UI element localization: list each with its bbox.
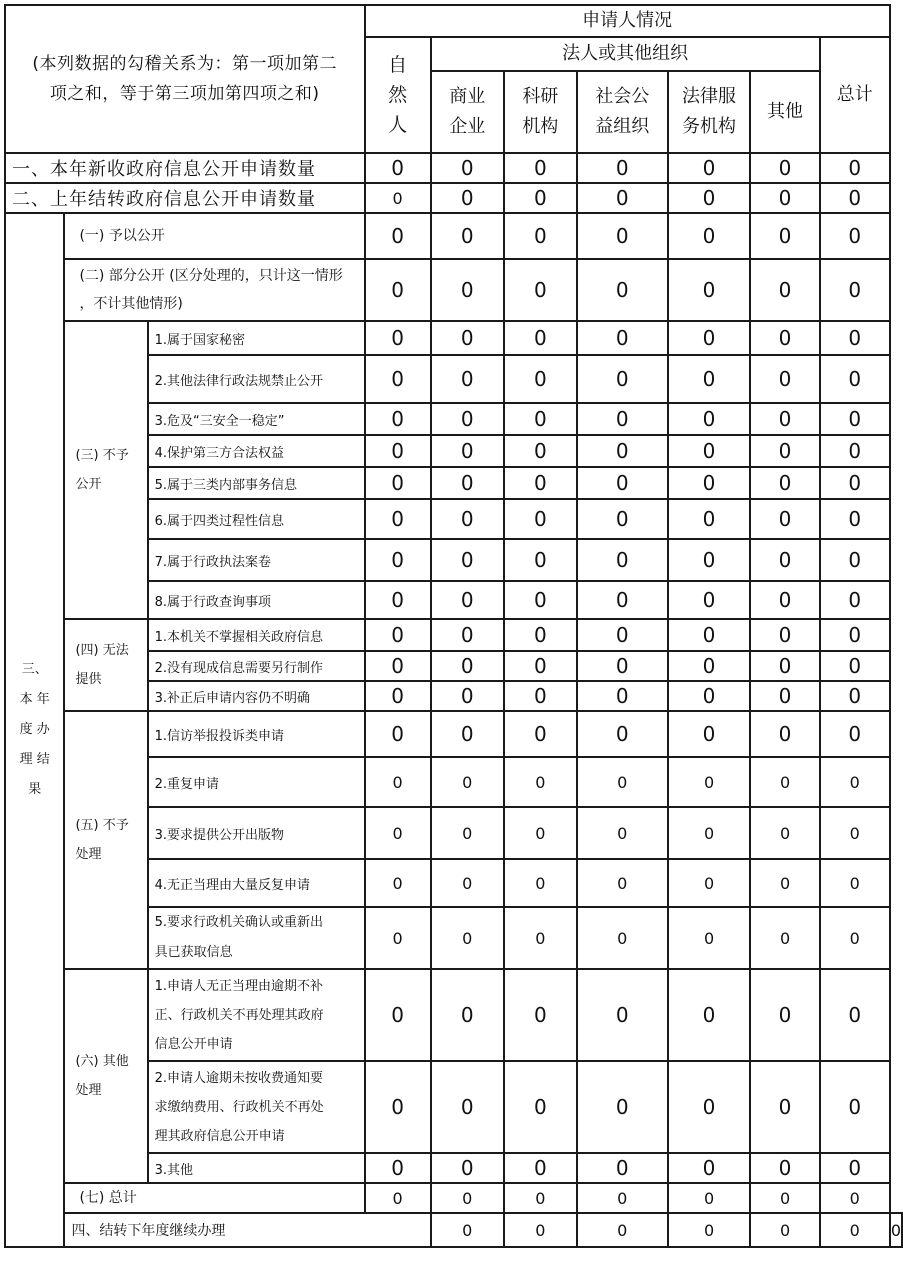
research-l1: 科研 <box>522 86 559 107</box>
row-label <box>148 1061 365 1153</box>
value-cell: 0 <box>577 651 668 681</box>
value-cell: 0 <box>365 859 431 907</box>
value-cell: 0 <box>365 183 431 213</box>
value-cell: 0 <box>365 711 431 757</box>
row-carry-forward <box>5 1213 902 1247</box>
value-cell: 0 <box>431 213 504 259</box>
total-header: 总计 <box>820 37 890 153</box>
row-label <box>64 259 364 321</box>
value-cell: 0 <box>577 1153 668 1183</box>
value-cell: 0 <box>668 907 751 969</box>
value-cell: 0 <box>820 183 890 213</box>
row-label: 一、本年新收政府信息公开申请数量 <box>5 153 365 183</box>
value-cell: 0 <box>750 499 819 539</box>
value-cell: 0 <box>577 1213 668 1247</box>
value-cell: 0 <box>577 1183 668 1213</box>
section3-line: 果 <box>28 782 42 797</box>
value-cell: 0 <box>750 355 819 403</box>
value-cell: 0 <box>431 807 504 859</box>
value-cell: 0 <box>431 859 504 907</box>
value-cell: 0 <box>668 153 751 183</box>
value-cell: 0 <box>504 183 577 213</box>
research-l2: 机构 <box>522 116 559 137</box>
row-label: (七) 总计 <box>64 1183 364 1213</box>
value-cell: 0 <box>431 355 504 403</box>
value-cell: 0 <box>577 183 668 213</box>
value-cell: 0 <box>668 757 751 807</box>
applicant-situation-header: 申请人情况 <box>365 5 890 37</box>
value-cell: 0 <box>365 619 431 651</box>
value-cell: 0 <box>504 467 577 499</box>
header-row-1 <box>5 5 902 37</box>
value-cell: 0 <box>820 681 890 711</box>
value-cell: 0 <box>365 907 431 969</box>
value-cell: 0 <box>504 681 577 711</box>
value-cell: 0 <box>365 403 431 435</box>
group-label-line: (五) 不予 <box>75 818 129 833</box>
other-header: 其他 <box>750 71 819 153</box>
value-cell: 0 <box>504 969 577 1061</box>
value-cell: 0 <box>431 403 504 435</box>
value-cell: 0 <box>750 467 819 499</box>
value-cell: 0 <box>577 539 668 581</box>
legal-org-header: 法人或其他组织 <box>431 37 820 71</box>
value-cell: 0 <box>577 213 668 259</box>
value-cell: 0 <box>668 581 751 619</box>
value-cell: 0 <box>365 321 431 355</box>
value-cell: 0 <box>668 259 751 321</box>
value-cell: 0 <box>750 651 819 681</box>
value-cell: 0 <box>431 153 504 183</box>
row-label: 2.没有现成信息需要另行制作 <box>148 651 365 681</box>
value-cell: 0 <box>750 907 819 969</box>
value-cell: 0 <box>668 619 751 651</box>
value-cell: 0 <box>668 355 751 403</box>
value-cell: 0 <box>750 757 819 807</box>
value-cell: 0 <box>365 1153 431 1183</box>
value-cell: 0 <box>504 711 577 757</box>
commercial-header <box>431 71 504 153</box>
value-cell: 0 <box>431 321 504 355</box>
value-cell: 0 <box>577 321 668 355</box>
value-cell: 0 <box>504 539 577 581</box>
value-cell: 0 <box>820 581 890 619</box>
value-cell: 0 <box>668 435 751 467</box>
value-cell: 0 <box>504 619 577 651</box>
value-cell: 0 <box>365 757 431 807</box>
value-cell: 0 <box>577 807 668 859</box>
value-cell: 0 <box>365 499 431 539</box>
label-line: (二) 部分公开 (区分处理的，只计这一情形 <box>79 268 343 284</box>
value-cell: 0 <box>668 1061 751 1153</box>
value-cell: 0 <box>577 859 668 907</box>
value-cell: 0 <box>820 651 890 681</box>
value-cell: 0 <box>365 1061 431 1153</box>
value-cell: 0 <box>504 153 577 183</box>
value-cell: 0 <box>431 651 504 681</box>
value-cell: 0 <box>504 321 577 355</box>
label-line: 2.申请人逾期未按收费通知要 <box>154 1070 323 1086</box>
value-cell: 0 <box>504 581 577 619</box>
value-cell: 0 <box>577 403 668 435</box>
value-cell: 0 <box>577 907 668 969</box>
row-label: 1.本机关不掌握相关政府信息 <box>148 619 365 651</box>
group-label-line: 处理 <box>75 847 102 862</box>
value-cell: 0 <box>668 859 751 907</box>
value-cell: 0 <box>577 969 668 1061</box>
value-cell: 0 <box>504 807 577 859</box>
value-cell: 0 <box>668 651 751 681</box>
value-cell: 0 <box>365 1183 431 1213</box>
row-label: 3.危及“三安全一稳定” <box>148 403 365 435</box>
section3-line: 三、 <box>21 662 48 677</box>
value-cell: 0 <box>431 1061 504 1153</box>
value-cell: 0 <box>431 259 504 321</box>
value-cell: 0 <box>820 1061 890 1153</box>
value-cell: 0 <box>577 499 668 539</box>
row-label: 二、上年结转政府信息公开申请数量 <box>5 183 365 213</box>
value-cell: 0 <box>890 1213 902 1247</box>
label-line: 求缴纳费用、行政机关不再处 <box>154 1099 324 1115</box>
value-cell: 0 <box>750 969 819 1061</box>
value-cell: 0 <box>820 907 890 969</box>
value-cell: 0 <box>750 859 819 907</box>
value-cell: 0 <box>820 757 890 807</box>
value-cell: 0 <box>577 259 668 321</box>
value-cell: 0 <box>504 1213 577 1247</box>
value-cell: 0 <box>504 1153 577 1183</box>
row-carried-over <box>5 183 902 213</box>
natural-person-header <box>365 37 431 153</box>
value-cell: 0 <box>820 807 890 859</box>
value-cell: 0 <box>668 321 751 355</box>
row-label <box>148 969 365 1061</box>
note-line-1: (本列数据的勾稽关系为：第一项加第二 <box>32 54 338 74</box>
value-cell: 0 <box>431 435 504 467</box>
value-cell: 0 <box>668 467 751 499</box>
value-cell: 0 <box>365 355 431 403</box>
value-cell: 0 <box>504 435 577 467</box>
row-disclose <box>5 213 902 259</box>
note-line-2: 项之和，等于第三项加第四项之和) <box>49 84 320 104</box>
section3-line: 本 年 <box>19 692 50 707</box>
row-label: 四、结转下年度继续办理 <box>64 1213 430 1247</box>
value-cell: 0 <box>820 539 890 581</box>
not-disclose-group <box>64 321 147 619</box>
label-line: 5.要求行政机关确认或重新出 <box>154 915 323 930</box>
value-cell: 0 <box>577 619 668 651</box>
value-cell: 0 <box>431 757 504 807</box>
value-cell: 0 <box>431 1213 504 1247</box>
row-cannot-provide-1 <box>5 619 902 651</box>
value-cell: 0 <box>577 681 668 711</box>
value-cell: 0 <box>820 1183 890 1213</box>
value-cell: 0 <box>431 1183 504 1213</box>
value-cell: 0 <box>668 969 751 1061</box>
value-cell: 0 <box>577 153 668 183</box>
value-cell: 0 <box>504 1183 577 1213</box>
value-cell: 0 <box>504 213 577 259</box>
row-label: 4.无正当理由大量反复申请 <box>148 859 365 907</box>
commercial-l1: 商业 <box>449 86 486 107</box>
value-cell: 0 <box>504 1061 577 1153</box>
value-cell: 0 <box>431 581 504 619</box>
value-cell: 0 <box>820 467 890 499</box>
value-cell: 0 <box>750 213 819 259</box>
value-cell: 0 <box>504 907 577 969</box>
row-label: 1.属于国家秘密 <box>148 321 365 355</box>
value-cell: 0 <box>365 807 431 859</box>
row-new-applications <box>5 153 902 183</box>
value-cell: 0 <box>668 183 751 213</box>
value-cell: 0 <box>577 757 668 807</box>
value-cell: 0 <box>365 259 431 321</box>
group-label-line: 处理 <box>75 1083 102 1098</box>
label-line: 信息公开申请 <box>154 1036 233 1052</box>
gov-info-disclosure-table <box>4 4 903 1248</box>
row-label: 3.要求提供公开出版物 <box>148 807 365 859</box>
value-cell: 0 <box>504 757 577 807</box>
value-cell: 0 <box>820 859 890 907</box>
value-cell: 0 <box>820 499 890 539</box>
section3-line: 度 办 <box>19 722 50 737</box>
value-cell: 0 <box>750 1153 819 1183</box>
value-cell: 0 <box>668 681 751 711</box>
value-cell: 0 <box>504 651 577 681</box>
value-cell: 0 <box>750 1061 819 1153</box>
value-cell: 0 <box>431 539 504 581</box>
value-cell: 0 <box>577 581 668 619</box>
group-label-line: (三) 不予 <box>75 448 129 463</box>
public-welfare-l1: 社会公 <box>595 86 650 107</box>
value-cell: 0 <box>504 259 577 321</box>
legal-service-header <box>668 71 751 153</box>
value-cell: 0 <box>431 467 504 499</box>
value-cell: 0 <box>820 969 890 1061</box>
value-cell: 0 <box>668 213 751 259</box>
commercial-l2: 企业 <box>449 116 486 137</box>
row-label: 6.属于四类过程性信息 <box>148 499 365 539</box>
natural-person-text: 自然人 <box>388 54 408 136</box>
value-cell: 0 <box>668 711 751 757</box>
value-cell: 0 <box>577 711 668 757</box>
value-cell: 0 <box>431 619 504 651</box>
value-cell: 0 <box>820 711 890 757</box>
value-cell: 0 <box>750 711 819 757</box>
value-cell: 0 <box>365 581 431 619</box>
label-line: ，不计其他情形) <box>79 296 183 312</box>
value-cell: 0 <box>365 153 431 183</box>
value-cell: 0 <box>577 435 668 467</box>
value-cell: 0 <box>365 651 431 681</box>
value-cell: 0 <box>750 681 819 711</box>
value-cell: 0 <box>431 183 504 213</box>
public-welfare-l2: 益组织 <box>595 116 650 137</box>
value-cell: 0 <box>668 807 751 859</box>
value-cell: 0 <box>668 403 751 435</box>
row-not-process-1 <box>5 711 902 757</box>
value-cell: 0 <box>504 859 577 907</box>
section3-line: 理 结 <box>19 752 50 767</box>
value-cell: 0 <box>750 153 819 183</box>
cannot-provide-group <box>64 619 147 711</box>
value-cell: 0 <box>431 1153 504 1183</box>
value-cell: 0 <box>820 321 890 355</box>
value-cell: 0 <box>750 581 819 619</box>
legal-service-l2: 务机构 <box>682 116 737 137</box>
not-process-group <box>64 711 147 969</box>
value-cell: 0 <box>365 969 431 1061</box>
label-line: 1.申请人无正当理由逾期不补 <box>154 978 323 994</box>
value-cell: 0 <box>820 153 890 183</box>
label-line: 具已获取信息 <box>154 945 233 960</box>
value-cell: 0 <box>820 1213 890 1247</box>
row-label: 4.保护第三方合法权益 <box>148 435 365 467</box>
row-total-7 <box>5 1183 902 1213</box>
row-label: (一) 予以公开 <box>64 213 364 259</box>
value-cell: 0 <box>431 499 504 539</box>
value-cell: 0 <box>365 539 431 581</box>
value-cell: 0 <box>820 355 890 403</box>
row-label: 2.其他法律行政法规禁止公开 <box>148 355 365 403</box>
row-label: 7.属于行政执法案卷 <box>148 539 365 581</box>
legal-service-l1: 法律服 <box>682 86 737 107</box>
value-cell: 0 <box>431 711 504 757</box>
value-cell: 0 <box>750 321 819 355</box>
value-cell: 0 <box>504 499 577 539</box>
row-label: 3.补正后申请内容仍不明确 <box>148 681 365 711</box>
value-cell: 0 <box>577 467 668 499</box>
value-cell: 0 <box>668 539 751 581</box>
row-label: 1.信访举报投诉类申请 <box>148 711 365 757</box>
value-cell: 0 <box>750 259 819 321</box>
value-cell: 0 <box>820 1153 890 1183</box>
group-label-line: (六) 其他 <box>75 1054 129 1069</box>
group-label-line: 公开 <box>75 477 102 492</box>
row-other-process-1 <box>5 969 902 1061</box>
value-cell: 0 <box>431 681 504 711</box>
value-cell: 0 <box>668 1153 751 1183</box>
value-cell: 0 <box>750 1183 819 1213</box>
public-welfare-header <box>577 71 668 153</box>
value-cell: 0 <box>504 355 577 403</box>
label-line: 正、行政机关不再处理其政府 <box>154 1007 324 1023</box>
value-cell: 0 <box>750 183 819 213</box>
value-cell: 0 <box>365 213 431 259</box>
research-header <box>504 71 577 153</box>
section3-label <box>5 213 64 1247</box>
value-cell: 0 <box>750 807 819 859</box>
value-cell: 0 <box>750 435 819 467</box>
value-cell: 0 <box>750 619 819 651</box>
value-cell: 0 <box>820 259 890 321</box>
value-cell: 0 <box>365 467 431 499</box>
value-cell: 0 <box>577 355 668 403</box>
value-cell: 0 <box>577 1061 668 1153</box>
other-process-group <box>64 969 147 1183</box>
row-label: 8.属于行政查询事项 <box>148 581 365 619</box>
group-label-line: 提供 <box>75 672 102 687</box>
value-cell: 0 <box>820 213 890 259</box>
relationship-note <box>5 5 365 153</box>
group-label-line: (四) 无法 <box>75 643 129 658</box>
row-label: 3.其他 <box>148 1153 365 1183</box>
row-label: 2.重复申请 <box>148 757 365 807</box>
value-cell: 0 <box>668 499 751 539</box>
row-partial-disclose <box>5 259 902 321</box>
value-cell: 0 <box>365 681 431 711</box>
label-line: 理其政府信息公开申请 <box>154 1128 285 1144</box>
value-cell: 0 <box>668 1183 751 1213</box>
value-cell: 0 <box>431 969 504 1061</box>
value-cell: 0 <box>750 403 819 435</box>
value-cell: 0 <box>820 403 890 435</box>
row-label <box>148 907 365 969</box>
value-cell: 0 <box>668 1213 751 1247</box>
value-cell: 0 <box>750 1213 819 1247</box>
value-cell: 0 <box>504 403 577 435</box>
row-label: 5.属于三类内部事务信息 <box>148 467 365 499</box>
value-cell: 0 <box>431 907 504 969</box>
value-cell: 0 <box>820 619 890 651</box>
value-cell: 0 <box>750 539 819 581</box>
row-not-disclose-1 <box>5 321 902 355</box>
value-cell: 0 <box>820 435 890 467</box>
value-cell: 0 <box>365 435 431 467</box>
